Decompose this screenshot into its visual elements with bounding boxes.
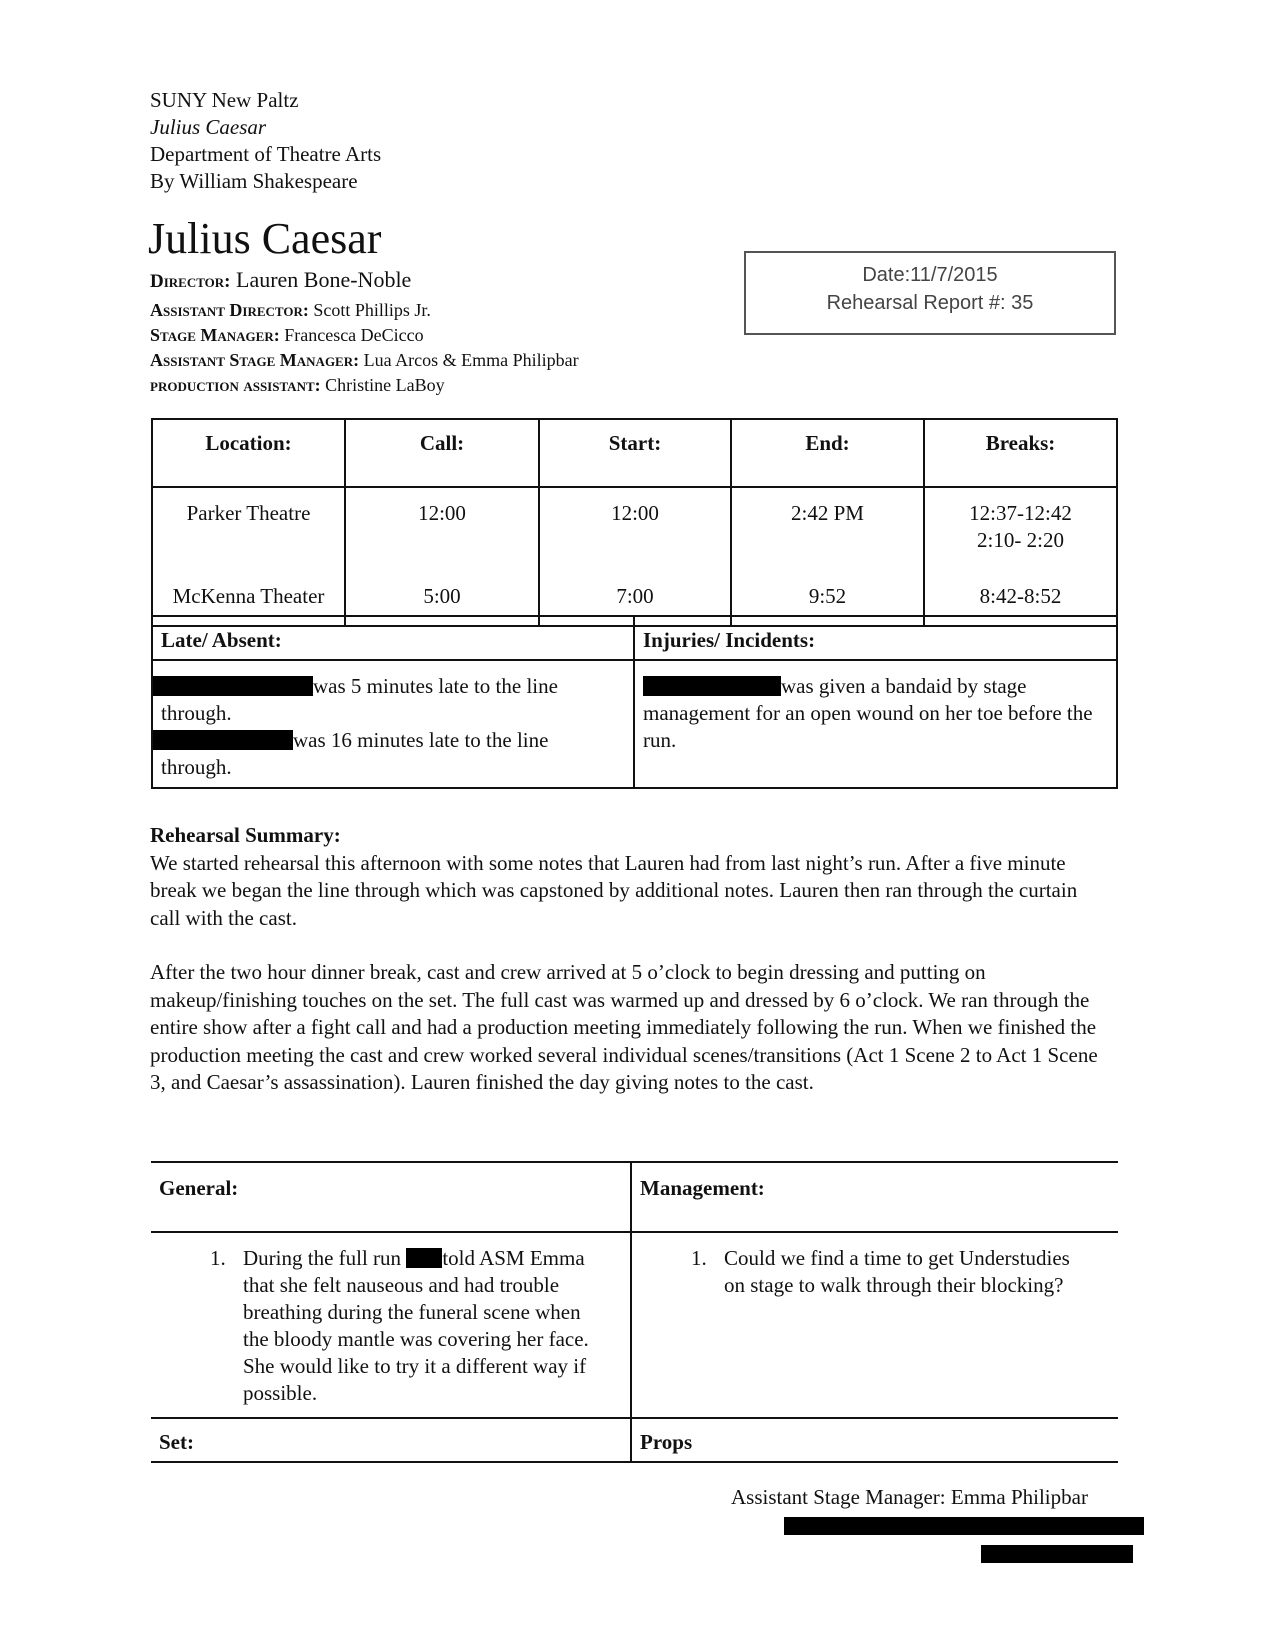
injury-entry-1b: management for an open wound on her toe before the run.	[642, 701, 1093, 752]
schedule-header-row	[152, 419, 1117, 487]
asst-director-label: Assistant Director:	[150, 300, 309, 320]
report-date: Date:11/7/2015	[862, 264, 998, 286]
director-name: Lauren Bone-Noble	[236, 267, 412, 292]
general-note-1-post: told ASM Emma that she felt nauseous and had trouble breathing during the funeral scene when the bloody mantle was covering her face. She would like to try it a different way if possible.	[243, 1246, 589, 1405]
end-cell	[731, 487, 924, 626]
breaks-mckenna: 8:42-8:52	[979, 584, 1062, 608]
late-absent-label: Late/ Absent:	[152, 616, 634, 660]
late-injuries-table	[151, 615, 1118, 789]
summary-paragraph-1: We started rehearsal this afternoon with some notes that Lauren had from last night’s run. After a five minute break we began the line through which was capstoned by additional notes. Lauren then ran through the curtain call with the cast.	[150, 850, 1078, 930]
redaction-bar	[643, 676, 781, 696]
notes-table	[151, 1161, 1118, 1463]
stage-manager-label: Stage Manager:	[150, 325, 280, 345]
schedule-row	[152, 487, 1117, 626]
end-mckenna: 9:52	[808, 584, 847, 608]
header-location: Location:	[152, 419, 345, 487]
asst-director-line	[150, 298, 431, 322]
location-mckenna: McKenna Theater	[172, 584, 325, 608]
injury-entry-1	[643, 673, 1108, 700]
department-name: Department of Theatre Arts	[150, 142, 382, 166]
late-entry-1b: through.	[161, 701, 232, 725]
author-line: By William Shakespeare	[150, 169, 358, 193]
asm-names: Lua Arcos & Emma Philipbar	[363, 350, 579, 370]
management-notes	[631, 1232, 1118, 1418]
management-note-1: 1. Could we find a time to get Understudies on stage to walk through their blocking?	[712, 1245, 1094, 1299]
play-title-small: Julius Caesar	[150, 115, 267, 139]
summary-paragraph-2: After the two hour dinner break, cast and crew arrived at 5 o’clock to begin dressing and putting on makeup/finishing touches on the set. The full cast was warmed up and dressed by 6 o’clock. We ran through the entire show after a fight call and had a production meeting immediately following the run. When we finished the production meeting the cast and crew worked several individual scenes/transitions (Act 1 Scene 2 to Act 1 Scene 3, and Caesar’s assassination). Lauren finished the day giving notes to the cast.	[150, 960, 1098, 1094]
late-entry-1	[153, 673, 625, 700]
general-note-1	[231, 1245, 606, 1407]
header-call: Call:	[345, 419, 539, 487]
call-parker: 12:00	[418, 501, 466, 525]
report-number: Rehearsal Report #: 35	[826, 292, 1034, 314]
asm-line	[150, 348, 579, 372]
summary-label: Rehearsal Summary:	[150, 823, 341, 847]
asm-label: Assistant Stage Manager:	[150, 350, 360, 370]
general-label: General:	[151, 1162, 631, 1232]
breaks-parker-1: 12:37-12:42	[969, 501, 1072, 525]
props-label: Props	[631, 1418, 1118, 1462]
report-info-box	[744, 251, 1116, 335]
signature-line: Assistant Stage Manager: Emma Philipbar	[731, 1485, 1088, 1509]
late-entry-2	[153, 727, 625, 754]
pa-line	[150, 373, 445, 397]
start-mckenna: 7:00	[616, 584, 654, 608]
set-label: Set:	[151, 1418, 631, 1462]
breaks-cell	[924, 487, 1117, 626]
pa-name: Christine LaBoy	[325, 375, 445, 395]
call-mckenna: 5:00	[423, 584, 461, 608]
call-cell	[345, 487, 539, 626]
late-entry-2-text: was 16 minutes late to the line	[293, 728, 549, 752]
stage-manager-line	[150, 323, 424, 347]
end-parker: 2:42 PM	[791, 501, 864, 525]
breaks-parker-2: 2:10- 2:20	[977, 528, 1064, 552]
location-parker: Parker Theatre	[186, 501, 311, 525]
school-name: SUNY New Paltz	[150, 88, 299, 112]
injuries-content	[634, 660, 1117, 788]
page-title: Julius Caesar	[148, 214, 382, 263]
general-note-1-pre: During the full run	[243, 1246, 402, 1270]
asst-director-name: Scott Phillips Jr.	[313, 300, 431, 320]
redaction-bar	[406, 1248, 442, 1268]
start-parker: 12:00	[611, 501, 659, 525]
redaction-bar	[784, 1517, 1144, 1535]
schedule-table	[151, 418, 1118, 627]
redaction-bar	[153, 676, 313, 696]
injuries-label: Injuries/ Incidents:	[634, 616, 1117, 660]
general-notes	[151, 1232, 631, 1418]
header-start: Start:	[539, 419, 731, 487]
pa-label: production assistant:	[150, 375, 321, 395]
management-label: Management:	[631, 1162, 1118, 1232]
rehearsal-summary	[150, 822, 1110, 1097]
location-cell	[152, 487, 345, 626]
late-absent-content	[152, 660, 634, 788]
header-breaks: Breaks:	[924, 419, 1117, 487]
late-entry-1-text: was 5 minutes late to the line	[313, 674, 558, 698]
start-cell	[539, 487, 731, 626]
director-line	[150, 266, 411, 296]
stage-manager-name: Francesca DeCicco	[284, 325, 424, 345]
redaction-bar	[981, 1545, 1133, 1563]
late-entry-2b: through.	[161, 755, 232, 779]
injury-entry-1-text: was given a bandaid by stage	[780, 674, 1027, 698]
redaction-bar	[153, 730, 293, 750]
header-end: End:	[731, 419, 924, 487]
director-label: Director:	[150, 271, 231, 292]
